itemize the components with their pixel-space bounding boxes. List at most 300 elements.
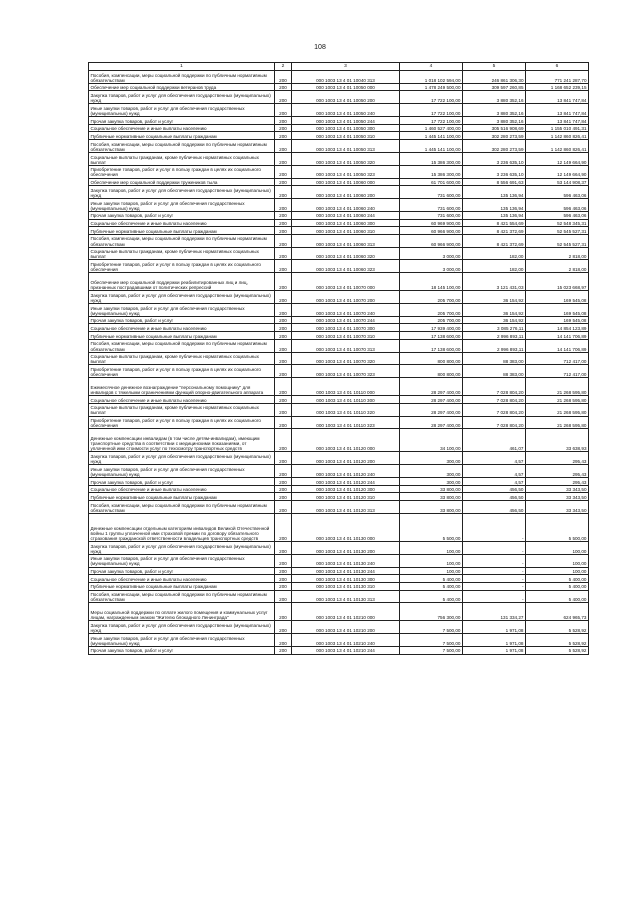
row-approved-amount-cell: 33 800,00 <box>400 485 463 493</box>
table-row <box>89 501 589 514</box>
row-classification-code-cell: 000 1003 13 4 01 10070 200 <box>292 291 400 304</box>
row-remaining-amount-cell: 14 854 123,89 <box>526 324 589 332</box>
table-row <box>89 567 589 575</box>
row-code-cell: 200 <box>275 227 292 235</box>
table-row <box>89 452 589 465</box>
row-remaining-amount-cell: 295,43 <box>526 477 589 485</box>
row-classification-code-cell: 000 1003 13 4 01 10060 310 <box>292 227 400 235</box>
row-code-cell: 200 <box>275 575 292 583</box>
row-approved-amount-cell: 300,00 <box>400 452 463 465</box>
row-classification-code-cell: 000 1003 13 4 01 10130 000 <box>292 513 400 541</box>
row-classification-code-cell: 000 1003 13 4 01 10130 313 <box>292 590 400 603</box>
table-row <box>89 429 589 452</box>
row-name-cell: Прочая закупка товаров, работ и услуг <box>89 211 275 219</box>
row-code-cell: 200 <box>275 83 292 91</box>
row-remaining-amount-cell: 13 841 747,84 <box>526 104 589 117</box>
row-approved-amount-cell: 7 500,00 <box>400 634 463 647</box>
row-classification-code-cell: 000 1003 13 4 01 10060 313 <box>292 234 400 247</box>
row-remaining-amount-cell: 13 841 747,84 <box>526 117 589 125</box>
row-code-cell: 200 <box>275 211 292 219</box>
row-remaining-amount-cell: 21 268 595,80 <box>526 416 589 429</box>
row-name-cell: Пособия, компенсации, меры социальной поддержки по публичным нормативным обязательствам <box>89 140 275 153</box>
row-name-cell: Социальное обеспечение и иные выплаты населению <box>89 124 275 132</box>
row-classification-code-cell: 000 1003 13 4 01 10050 313 <box>292 140 400 153</box>
row-remaining-amount-cell: 771 241 287,70 <box>526 71 589 84</box>
row-approved-amount-cell: 60 966 900,00 <box>400 234 463 247</box>
row-classification-code-cell: 000 1003 13 4 01 10120 240 <box>292 465 400 478</box>
row-name-cell: Пособия, компенсации, меры социальной поддержки по публичным нормативным обязательствам <box>89 339 275 352</box>
row-remaining-amount-cell: 169 545,08 <box>526 316 589 324</box>
row-name-cell: Прочая закупка товаров, работ и услуг <box>89 477 275 485</box>
row-approved-amount-cell: 17 138 600,00 <box>400 339 463 352</box>
row-code-cell: 200 <box>275 339 292 352</box>
row-approved-amount-cell: 28 297 400,00 <box>400 403 463 416</box>
table-row <box>89 303 589 316</box>
row-code-cell: 200 <box>275 260 292 273</box>
row-code-cell: 200 <box>275 291 292 304</box>
table-row <box>89 541 589 554</box>
table-row <box>89 260 589 273</box>
table-row <box>89 634 589 647</box>
row-executed-amount-cell: 7 028 804,20 <box>463 396 526 404</box>
row-remaining-amount-cell: 5 400,00 <box>526 590 589 603</box>
row-code-cell: 200 <box>275 186 292 199</box>
row-approved-amount-cell: 1 018 102 594,00 <box>400 71 463 84</box>
row-approved-amount-cell: 7 500,00 <box>400 646 463 654</box>
row-name-cell: Социальное обеспечение и иные выплаты населению <box>89 485 275 493</box>
row-name-cell: Прочая закупка товаров, работ и услуг <box>89 646 275 654</box>
row-code-cell: 200 <box>275 416 292 429</box>
column-header: 4 <box>400 63 463 71</box>
row-name-cell: Приобретение товаров, работ и услуг в пользу граждан в целях их социального обеспечения <box>89 365 275 378</box>
table-row <box>89 365 589 378</box>
row-executed-amount-cell: 135 136,94 <box>463 211 526 219</box>
row-executed-amount-cell: 2 996 893,11 <box>463 332 526 340</box>
row-classification-code-cell: 000 1003 13 4 01 10050 244 <box>292 117 400 125</box>
row-approved-amount-cell: 15 386 300,00 <box>400 165 463 178</box>
table-row <box>89 234 589 247</box>
row-code-cell: 200 <box>275 234 292 247</box>
row-code-cell: 200 <box>275 273 292 291</box>
table-row <box>89 493 589 501</box>
row-executed-amount-cell: 135 136,94 <box>463 186 526 199</box>
row-remaining-amount-cell: 52 545 527,31 <box>526 227 589 235</box>
row-code-cell: 200 <box>275 541 292 554</box>
row-classification-code-cell: 000 1003 13 4 01 10050 300 <box>292 124 400 132</box>
row-executed-amount-cell: 2 996 893,11 <box>463 339 526 352</box>
row-remaining-amount-cell: 1 142 860 826,41 <box>526 140 589 153</box>
row-approved-amount-cell: 60 969 900,00 <box>400 219 463 227</box>
table-row <box>89 465 589 478</box>
row-classification-code-cell: 000 1003 13 4 01 10070 310 <box>292 332 400 340</box>
row-code-cell: 200 <box>275 365 292 378</box>
table-row <box>89 352 589 365</box>
row-executed-amount-cell: - <box>463 567 526 575</box>
row-classification-code-cell: 000 1003 13 4 01 10120 200 <box>292 452 400 465</box>
row-classification-code-cell: 000 1003 13 4 01 10110 000 <box>292 378 400 396</box>
table-row <box>89 273 589 291</box>
row-name-cell: Обеспечение мер социальной поддержки ветеранов труда <box>89 83 275 91</box>
row-code-cell: 200 <box>275 403 292 416</box>
row-executed-amount-cell: - <box>463 541 526 554</box>
row-approved-amount-cell: 300,00 <box>400 477 463 485</box>
row-remaining-amount-cell: 100,00 <box>526 567 589 575</box>
row-code-cell: 200 <box>275 567 292 575</box>
row-code-cell: 200 <box>275 396 292 404</box>
row-executed-amount-cell: 3 121 431,03 <box>463 273 526 291</box>
table-row <box>89 117 589 125</box>
table-row <box>89 186 589 199</box>
row-approved-amount-cell: 33 800,00 <box>400 493 463 501</box>
row-approved-amount-cell: 15 386 300,00 <box>400 152 463 165</box>
row-name-cell: Закупка товаров, работ и услуг для обеспечения государственных (муниципальных) нужд <box>89 186 275 199</box>
row-classification-code-cell: 000 1003 13 4 01 10210 000 <box>292 603 400 621</box>
row-remaining-amount-cell: 5 528,92 <box>526 621 589 634</box>
row-classification-code-cell: 000 1003 13 4 01 10130 200 <box>292 541 400 554</box>
row-approved-amount-cell: 17 722 100,00 <box>400 117 463 125</box>
report-body <box>89 63 589 655</box>
row-approved-amount-cell: 28 297 400,00 <box>400 378 463 396</box>
table-row <box>89 152 589 165</box>
row-approved-amount-cell: 800 800,00 <box>400 352 463 365</box>
row-remaining-amount-cell: 12 149 664,90 <box>526 152 589 165</box>
row-executed-amount-cell: 3 880 352,16 <box>463 104 526 117</box>
table-row <box>89 132 589 140</box>
row-remaining-amount-cell: 53 144 908,37 <box>526 178 589 186</box>
row-code-cell: 200 <box>275 104 292 117</box>
row-name-cell: Иные закупки товаров, работ и услуг для обеспечения государственных (муниципальных) нужд <box>89 303 275 316</box>
row-code-cell: 200 <box>275 316 292 324</box>
row-name-cell: Социальное обеспечение и иные выплаты населению <box>89 396 275 404</box>
row-code-cell: 200 <box>275 429 292 452</box>
table-row <box>89 199 589 212</box>
row-name-cell: Прочая закупка товаров, работ и услуг <box>89 316 275 324</box>
row-classification-code-cell: 000 1003 13 4 01 10060 240 <box>292 199 400 212</box>
row-code-cell: 200 <box>275 140 292 153</box>
row-name-cell: Публичные нормативные социальные выплаты гражданам <box>89 493 275 501</box>
row-code-cell: 200 <box>275 165 292 178</box>
table-row <box>89 104 589 117</box>
row-executed-amount-cell: 8 421 372,69 <box>463 234 526 247</box>
row-code-cell: 200 <box>275 485 292 493</box>
row-remaining-amount-cell: 13 841 747,84 <box>526 91 589 104</box>
row-classification-code-cell: 000 1003 13 4 01 10070 244 <box>292 316 400 324</box>
row-executed-amount-cell: 4,57 <box>463 452 526 465</box>
table-row <box>89 227 589 235</box>
row-remaining-amount-cell: 21 268 595,80 <box>526 378 589 396</box>
row-name-cell: Социальные выплаты гражданам, кроме публичных нормативных социальных выплат <box>89 403 275 416</box>
table-row <box>89 211 589 219</box>
row-approved-amount-cell: 5 400,00 <box>400 582 463 590</box>
row-remaining-amount-cell: 295,43 <box>526 465 589 478</box>
row-remaining-amount-cell: 5 400,00 <box>526 582 589 590</box>
row-executed-amount-cell: 131 334,27 <box>463 603 526 621</box>
row-executed-amount-cell: 88 383,00 <box>463 352 526 365</box>
row-remaining-amount-cell: 596 463,06 <box>526 211 589 219</box>
row-classification-code-cell: 000 1003 13 4 01 10060 200 <box>292 186 400 199</box>
row-classification-code-cell: 000 1003 13 4 01 10050 240 <box>292 104 400 117</box>
row-name-cell: Социальные выплаты гражданам, кроме публичных нормативных социальных выплат <box>89 152 275 165</box>
table-row <box>89 91 589 104</box>
table-row <box>89 403 589 416</box>
row-classification-code-cell: 000 1003 13 4 01 10120 000 <box>292 429 400 452</box>
row-code-cell: 200 <box>275 352 292 365</box>
row-remaining-amount-cell: 2 818,00 <box>526 247 589 260</box>
row-code-cell: 200 <box>275 91 292 104</box>
row-name-cell: Иные закупки товаров, работ и услуг для обеспечения государственных (муниципальных) нужд <box>89 104 275 117</box>
row-code-cell: 200 <box>275 199 292 212</box>
row-executed-amount-cell: 36 154,92 <box>463 316 526 324</box>
row-executed-amount-cell: 302 280 273,59 <box>463 140 526 153</box>
row-classification-code-cell: 000 1003 13 4 01 10060 244 <box>292 211 400 219</box>
row-executed-amount-cell: - <box>463 575 526 583</box>
row-classification-code-cell: 000 1003 13 4 01 10120 300 <box>292 485 400 493</box>
row-approved-amount-cell: 100,00 <box>400 567 463 575</box>
row-executed-amount-cell: 8 421 554,69 <box>463 219 526 227</box>
row-name-cell: Закупка товаров, работ и услуг для обеспечения государственных (муниципальных) нужд <box>89 91 275 104</box>
row-executed-amount-cell: 456,50 <box>463 485 526 493</box>
row-code-cell: 200 <box>275 513 292 541</box>
row-code-cell: 200 <box>275 501 292 514</box>
table-row <box>89 513 589 541</box>
row-executed-amount-cell: 1 971,08 <box>463 634 526 647</box>
row-classification-code-cell: 000 1003 13 4 01 10050 000 <box>292 83 400 91</box>
row-name-cell: Пособия, компенсации, меры социальной поддержки по публичным нормативным обязательствам <box>89 71 275 84</box>
row-executed-amount-cell: 3 880 352,16 <box>463 117 526 125</box>
row-classification-code-cell: 000 1003 13 4 01 10130 244 <box>292 567 400 575</box>
row-remaining-amount-cell: 5 528,92 <box>526 646 589 654</box>
row-remaining-amount-cell: 21 268 595,80 <box>526 403 589 416</box>
row-approved-amount-cell: 731 600,00 <box>400 186 463 199</box>
row-name-cell: Социальное обеспечение и иные выплаты населению <box>89 324 275 332</box>
row-approved-amount-cell: 1 445 141 100,00 <box>400 140 463 153</box>
table-row <box>89 247 589 260</box>
row-code-cell: 200 <box>275 590 292 603</box>
row-code-cell: 200 <box>275 178 292 186</box>
row-approved-amount-cell: 731 600,00 <box>400 211 463 219</box>
row-executed-amount-cell: 4,57 <box>463 465 526 478</box>
row-remaining-amount-cell: 100,00 <box>526 554 589 567</box>
row-executed-amount-cell: 302 280 273,59 <box>463 132 526 140</box>
row-approved-amount-cell: 1 445 141 100,00 <box>400 132 463 140</box>
row-approved-amount-cell: 7 500,00 <box>400 621 463 634</box>
row-classification-code-cell: 000 1003 13 4 01 10060 323 <box>292 260 400 273</box>
row-code-cell: 200 <box>275 603 292 621</box>
row-executed-amount-cell: 3 236 635,10 <box>463 165 526 178</box>
row-remaining-amount-cell: 5 500,00 <box>526 513 589 541</box>
row-remaining-amount-cell: 14 141 706,89 <box>526 339 589 352</box>
column-header: 3 <box>292 63 400 71</box>
row-remaining-amount-cell: 712 417,00 <box>526 365 589 378</box>
row-code-cell: 200 <box>275 247 292 260</box>
row-executed-amount-cell: 135 136,94 <box>463 199 526 212</box>
row-executed-amount-cell: 1 971,08 <box>463 621 526 634</box>
table-row <box>89 339 589 352</box>
row-remaining-amount-cell: 52 548 345,31 <box>526 219 589 227</box>
row-executed-amount-cell: - <box>463 582 526 590</box>
row-classification-code-cell: 000 1003 13 4 01 10120 310 <box>292 493 400 501</box>
row-executed-amount-cell: 246 861 306,30 <box>463 71 526 84</box>
row-remaining-amount-cell: 295,43 <box>526 452 589 465</box>
row-name-cell: Публичные нормативные социальные выплаты гражданам <box>89 332 275 340</box>
row-code-cell: 200 <box>275 452 292 465</box>
row-name-cell: Иные закупки товаров, работ и услуг для обеспечения государственных (муниципальных) нужд <box>89 199 275 212</box>
row-name-cell: Иные закупки товаров, работ и услуг для обеспечения государственных (муниципальных) нужд <box>89 634 275 647</box>
row-name-cell: Социальное обеспечение и иные выплаты населению <box>89 575 275 583</box>
row-remaining-amount-cell: 712 417,00 <box>526 352 589 365</box>
row-remaining-amount-cell: 1 142 860 826,41 <box>526 132 589 140</box>
row-classification-code-cell: 000 1003 13 4 01 10060 300 <box>292 219 400 227</box>
row-classification-code-cell: 000 1003 13 4 01 10070 323 <box>292 365 400 378</box>
table-row <box>89 590 589 603</box>
row-code-cell: 200 <box>275 646 292 654</box>
row-executed-amount-cell: 3 236 635,10 <box>463 152 526 165</box>
row-executed-amount-cell: 36 154,92 <box>463 291 526 304</box>
row-executed-amount-cell: 182,00 <box>463 260 526 273</box>
row-executed-amount-cell: 88 383,00 <box>463 365 526 378</box>
row-remaining-amount-cell: 1 168 652 239,15 <box>526 83 589 91</box>
row-name-cell: Обеспечение мер социальной поддержки реабилитированных лиц и лиц, признанных пострадавшими от политических репрессий <box>89 273 275 291</box>
row-executed-amount-cell: 461,07 <box>463 429 526 452</box>
row-classification-code-cell: 000 1003 13 4 01 10050 323 <box>292 165 400 178</box>
table-row <box>89 477 589 485</box>
row-classification-code-cell: 000 1003 13 4 01 10210 200 <box>292 621 400 634</box>
row-remaining-amount-cell: 15 023 668,97 <box>526 273 589 291</box>
table-row <box>89 621 589 634</box>
table-row <box>89 575 589 583</box>
row-approved-amount-cell: 731 600,00 <box>400 199 463 212</box>
row-name-cell: Закупка товаров, работ и услуг для обеспечения государственных (муниципальных) нужд <box>89 621 275 634</box>
row-classification-code-cell: 000 1003 13 4 01 10050 310 <box>292 132 400 140</box>
row-executed-amount-cell: 7 028 804,20 <box>463 403 526 416</box>
row-executed-amount-cell: - <box>463 513 526 541</box>
row-name-cell: Иные закупки товаров, работ и услуг для обеспечения государственных (муниципальных) нужд <box>89 465 275 478</box>
row-classification-code-cell: 000 1003 13 4 01 10130 240 <box>292 554 400 567</box>
column-header: 5 <box>463 63 526 71</box>
row-executed-amount-cell: - <box>463 590 526 603</box>
row-code-cell: 200 <box>275 493 292 501</box>
row-approved-amount-cell: 5 500,00 <box>400 513 463 541</box>
row-executed-amount-cell: 182,00 <box>463 247 526 260</box>
row-approved-amount-cell: 1 460 527 400,00 <box>400 124 463 132</box>
row-code-cell: 200 <box>275 117 292 125</box>
row-executed-amount-cell: 305 516 908,69 <box>463 124 526 132</box>
table-row <box>89 485 589 493</box>
row-name-cell: Меры социальной поддержки по оплате жилого помещения и коммунальных услуг лицам, награжденным знаком "Жителю блокадного Ленинграда" <box>89 603 275 621</box>
row-name-cell: Публичные нормативные социальные выплаты гражданам <box>89 132 275 140</box>
table-row <box>89 416 589 429</box>
row-name-cell: Социальное обеспечение и иные выплаты населению <box>89 219 275 227</box>
row-approved-amount-cell: 205 700,00 <box>400 291 463 304</box>
row-approved-amount-cell: 205 700,00 <box>400 303 463 316</box>
row-classification-code-cell: 000 1003 13 4 01 10210 244 <box>292 646 400 654</box>
row-name-cell: Денежные компенсации инвалидам (в том числе детям-инвалидам), имеющим транспортные средства в соответствии с медицинскими показаниями, от уплаченной ими стоимости услуг по техосмотру транспортных средств <box>89 429 275 452</box>
table-row <box>89 140 589 153</box>
row-name-cell: Ежемесячное денежное вознаграждение "персональному помощнику" для инвалидов с тяжелыми ограничениями функций опорно-двигательного аппарата <box>89 378 275 396</box>
row-classification-code-cell: 000 1003 13 4 01 10070 000 <box>292 273 400 291</box>
row-name-cell: Приобретение товаров, работ и услуг в пользу граждан в целях их социального обеспечения <box>89 165 275 178</box>
row-executed-amount-cell: 7 028 804,20 <box>463 378 526 396</box>
page-number: 108 <box>314 44 326 51</box>
row-name-cell: Прочая закупка товаров, работ и услуг <box>89 567 275 575</box>
row-executed-amount-cell: - <box>463 554 526 567</box>
row-code-cell: 200 <box>275 124 292 132</box>
table-row <box>89 124 589 132</box>
row-executed-amount-cell: 3 085 276,11 <box>463 324 526 332</box>
row-classification-code-cell: 000 1003 13 4 01 10050 320 <box>292 152 400 165</box>
row-remaining-amount-cell: 5 528,92 <box>526 634 589 647</box>
row-classification-code-cell: 000 1003 13 4 01 10110 300 <box>292 396 400 404</box>
row-classification-code-cell: 000 1003 13 4 01 10040 313 <box>292 71 400 84</box>
row-approved-amount-cell: 28 297 400,00 <box>400 396 463 404</box>
row-remaining-amount-cell: 169 545,08 <box>526 291 589 304</box>
row-classification-code-cell: 000 1003 13 4 01 10060 000 <box>292 178 400 186</box>
table-row <box>89 582 589 590</box>
row-name-cell: Социальные выплаты гражданам, кроме публичных нормативных социальных выплат <box>89 352 275 365</box>
row-code-cell: 200 <box>275 621 292 634</box>
row-classification-code-cell: 000 1003 13 4 01 10130 310 <box>292 582 400 590</box>
row-code-cell: 200 <box>275 71 292 84</box>
row-name-cell: Пособия, компенсации, меры социальной поддержки по публичным нормативным обязательствам <box>89 234 275 247</box>
row-name-cell: Социальные выплаты гражданам, кроме публичных нормативных социальных выплат <box>89 247 275 260</box>
row-executed-amount-cell: 3 880 352,16 <box>463 91 526 104</box>
row-executed-amount-cell: 309 597 260,85 <box>463 83 526 91</box>
row-approved-amount-cell: 100,00 <box>400 554 463 567</box>
table-row <box>89 378 589 396</box>
table-row <box>89 165 589 178</box>
row-code-cell: 200 <box>275 219 292 227</box>
row-name-cell: Прочая закупка товаров, работ и услуг <box>89 117 275 125</box>
row-classification-code-cell: 000 1003 13 4 01 10070 240 <box>292 303 400 316</box>
column-header: 1 <box>89 63 275 71</box>
table-row <box>89 396 589 404</box>
row-remaining-amount-cell: 14 141 706,89 <box>526 332 589 340</box>
row-remaining-amount-cell: 624 965,73 <box>526 603 589 621</box>
row-approved-amount-cell: 100,00 <box>400 541 463 554</box>
row-code-cell: 200 <box>275 303 292 316</box>
row-remaining-amount-cell: 100,00 <box>526 541 589 554</box>
row-classification-code-cell: 000 1003 13 4 01 10070 300 <box>292 324 400 332</box>
row-remaining-amount-cell: 33 343,50 <box>526 493 589 501</box>
row-executed-amount-cell: 36 154,92 <box>463 303 526 316</box>
row-classification-code-cell: 000 1003 13 4 01 10110 323 <box>292 416 400 429</box>
table-row <box>89 332 589 340</box>
table-row <box>89 603 589 621</box>
row-code-cell: 200 <box>275 554 292 567</box>
row-name-cell: Денежные компенсации отдельным категориям инвалидов Великой Отечественной войны 1 группы уплаченной ими страховой премии по договору обязательного страхования гражданской ответственности владельцев транспортных средств <box>89 513 275 541</box>
row-approved-amount-cell: 17 138 600,00 <box>400 332 463 340</box>
row-code-cell: 200 <box>275 465 292 478</box>
row-code-cell: 200 <box>275 477 292 485</box>
row-approved-amount-cell: 17 722 100,00 <box>400 104 463 117</box>
table-row <box>89 83 589 91</box>
row-remaining-amount-cell: 596 463,06 <box>526 199 589 212</box>
row-remaining-amount-cell: 21 268 595,80 <box>526 396 589 404</box>
row-approved-amount-cell: 17 722 100,00 <box>400 91 463 104</box>
row-classification-code-cell: 000 1003 13 4 01 10120 244 <box>292 477 400 485</box>
row-name-cell: Закупка товаров, работ и услуг для обеспечения государственных (муниципальных) нужд <box>89 291 275 304</box>
row-name-cell: Публичные нормативные социальные выплаты гражданам <box>89 227 275 235</box>
row-approved-amount-cell: 756 300,00 <box>400 603 463 621</box>
row-remaining-amount-cell: 169 545,08 <box>526 303 589 316</box>
row-code-cell: 200 <box>275 582 292 590</box>
row-classification-code-cell: 000 1003 13 4 01 10070 320 <box>292 352 400 365</box>
row-executed-amount-cell: 456,50 <box>463 501 526 514</box>
row-approved-amount-cell: 3 000,00 <box>400 247 463 260</box>
row-classification-code-cell: 000 1003 13 4 01 10050 200 <box>292 91 400 104</box>
row-approved-amount-cell: 1 478 249 500,00 <box>400 83 463 91</box>
row-approved-amount-cell: 60 966 900,00 <box>400 227 463 235</box>
